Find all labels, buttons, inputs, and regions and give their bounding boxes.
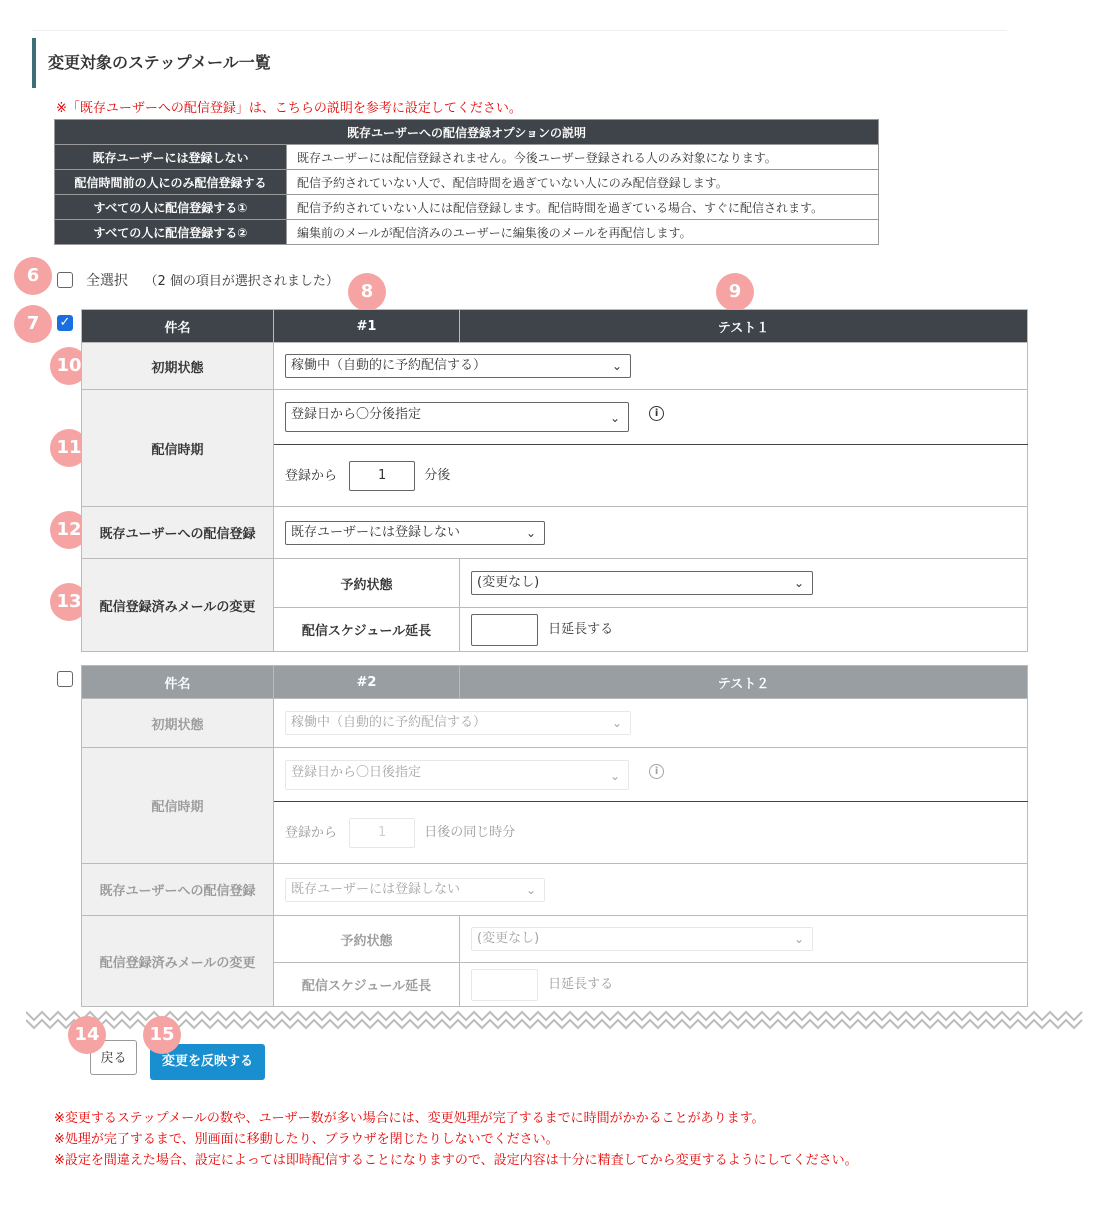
explanation-note: ※「既存ユーザーへの配信登録」は、こちらの説明を参考に設定してください。 bbox=[56, 101, 522, 116]
table-row bbox=[55, 220, 879, 245]
timing-label: 配信時期 bbox=[82, 748, 274, 864]
header-number: #1 bbox=[274, 310, 460, 343]
initial-state-value: 稼働中（自動的に予約配信する） bbox=[291, 715, 487, 730]
annotation-badge: 7 bbox=[14, 305, 52, 343]
reserve-state-select[interactable] bbox=[471, 927, 813, 951]
existing-user-value: 既存ユーザーには登録しない bbox=[291, 524, 461, 540]
existing-user-label: 既存ユーザーへの配信登録 bbox=[82, 507, 274, 559]
table-row bbox=[82, 748, 1028, 802]
initial-state-select[interactable] bbox=[285, 711, 631, 735]
crop-zigzag bbox=[26, 1008, 1088, 1032]
back-button[interactable]: 戻る bbox=[90, 1040, 137, 1075]
chevron-down-icon: ⌄ bbox=[793, 932, 804, 946]
table-row bbox=[82, 699, 1028, 748]
option-desc: 配信予約されていない人には配信登録します。配信時間を過ぎている場合、すぐに配信されます。 bbox=[287, 195, 879, 220]
initial-state-value: 稼働中（自動的に予約配信する） bbox=[291, 358, 487, 373]
annotation-badge: 15 bbox=[143, 1016, 181, 1054]
annotation-badge: 9 bbox=[716, 273, 754, 311]
existing-user-select[interactable] bbox=[285, 521, 545, 545]
annotation-badge: 8 bbox=[348, 273, 386, 311]
header-title: テスト１ bbox=[460, 310, 1028, 343]
mail-change-label: 配信登録済みメールの変更 bbox=[82, 916, 274, 1007]
existing-user-select[interactable] bbox=[285, 878, 545, 902]
timing-amount-input[interactable]: 1 bbox=[349, 461, 415, 491]
check-icon: ✓ bbox=[59, 315, 71, 330]
table-row bbox=[55, 195, 879, 220]
footer-notes bbox=[54, 1108, 858, 1171]
timing-select[interactable] bbox=[285, 760, 629, 790]
option-name: 既存ユーザーには登録しない bbox=[55, 145, 287, 170]
option-desc: 配信予約されていない人で、配信時間を過ぎていない人にのみ配信登録します。 bbox=[287, 170, 879, 195]
reserve-state-select[interactable] bbox=[471, 571, 813, 595]
extend-unit-label: 日延長する bbox=[548, 977, 614, 992]
table-row bbox=[82, 507, 1028, 559]
select-all-row bbox=[86, 270, 339, 290]
chevron-down-icon: ⌄ bbox=[793, 576, 804, 590]
annotation-badge: 14 bbox=[68, 1016, 106, 1054]
select-all-checkbox[interactable] bbox=[57, 272, 73, 288]
timing-select[interactable] bbox=[285, 402, 629, 432]
chevron-down-icon: ⌄ bbox=[525, 525, 536, 540]
timing-value: 登録日から〇日後指定 bbox=[291, 764, 422, 780]
header-subject: 件名 bbox=[82, 666, 274, 699]
reserve-state-value: (変更なし) bbox=[477, 575, 540, 590]
initial-state-label: 初期状態 bbox=[82, 699, 274, 748]
footer-note: ※変更するステップメールの数や、ユーザー数が多い場合には、変更処理が完了するまでに時間がかかることがあります。 bbox=[54, 1111, 765, 1126]
chevron-down-icon: ⌄ bbox=[611, 716, 622, 730]
header-title: テスト２ bbox=[460, 666, 1028, 699]
chevron-down-icon: ⌄ bbox=[609, 411, 620, 425]
chevron-down-icon: ⌄ bbox=[525, 882, 536, 897]
selection-status: （2 個の項目が選択されました） bbox=[144, 274, 339, 289]
schedule-extend-label: 配信スケジュール延長 bbox=[274, 608, 460, 652]
step-mail-table-1 bbox=[81, 309, 1028, 652]
footer-note: ※処理が完了するまで、別画面に移動したり、ブラウザを閉じたりしないでください。 bbox=[54, 1132, 559, 1147]
mail-change-label: 配信登録済みメールの変更 bbox=[82, 559, 274, 652]
from-registration-label: 登録から bbox=[285, 825, 338, 840]
extend-days-input[interactable] bbox=[471, 969, 538, 1001]
page-title: 変更対象のステップメール一覧 bbox=[32, 38, 271, 88]
timing-unit-label: 日後の同じ時分 bbox=[424, 825, 516, 840]
timing-label: 配信時期 bbox=[82, 390, 274, 507]
initial-state-select[interactable] bbox=[285, 354, 631, 378]
initial-state-label: 初期状態 bbox=[82, 343, 274, 390]
from-registration-label: 登録から bbox=[285, 468, 338, 483]
table-row bbox=[82, 390, 1028, 445]
extend-unit-label: 日延長する bbox=[548, 622, 614, 637]
step-1-checkbox[interactable] bbox=[57, 315, 73, 331]
annotation-badge: 10 bbox=[50, 347, 88, 385]
table-row bbox=[82, 343, 1028, 390]
footer-note: ※設定を間違えた場合、設定によっては即時配信することになりますので、設定内容は十分に精査してから変更するようにしてください。 bbox=[54, 1153, 858, 1168]
extend-days-input[interactable] bbox=[471, 614, 538, 646]
option-desc: 既存ユーザーには配信登録されません。今後ユーザー登録される人のみ対象になります。 bbox=[287, 145, 879, 170]
table-header-row bbox=[82, 310, 1028, 343]
step-mail-table-2 bbox=[81, 665, 1028, 1007]
schedule-extend-label: 配信スケジュール延長 bbox=[274, 963, 460, 1007]
existing-user-label: 既存ユーザーへの配信登録 bbox=[82, 864, 274, 916]
timing-value: 登録日から〇分後指定 bbox=[291, 407, 422, 422]
annotation-badge: 11 bbox=[50, 429, 88, 467]
option-desc: 編集前のメールが配信済みのユーザーに編集後のメールを再配信します。 bbox=[287, 220, 879, 245]
table-row bbox=[82, 916, 1028, 963]
top-divider bbox=[32, 30, 1007, 31]
chevron-down-icon: ⌄ bbox=[611, 359, 622, 373]
annotation-badge: 12 bbox=[50, 511, 88, 549]
table-header-row bbox=[82, 666, 1028, 699]
header-number: #2 bbox=[274, 666, 460, 699]
step-2-checkbox[interactable] bbox=[57, 671, 73, 687]
select-all-label: 全選択 bbox=[86, 273, 128, 289]
existing-user-value: 既存ユーザーには登録しない bbox=[291, 881, 461, 897]
timing-amount-input[interactable]: 1 bbox=[349, 818, 415, 848]
info-icon[interactable]: i bbox=[649, 764, 664, 779]
option-name: すべての人に配信登録する① bbox=[55, 195, 287, 220]
reserve-state-value: (変更なし) bbox=[477, 931, 540, 946]
annotation-badge: 6 bbox=[14, 257, 52, 295]
option-name: すべての人に配信登録する② bbox=[55, 220, 287, 245]
reserve-state-label: 予約状態 bbox=[274, 916, 460, 963]
option-name: 配信時間前の人にのみ配信登録する bbox=[55, 170, 287, 195]
chevron-down-icon: ⌄ bbox=[609, 768, 620, 783]
table-row bbox=[82, 559, 1028, 608]
apply-changes-button[interactable]: 変更を反映する bbox=[150, 1044, 265, 1080]
explanation-table bbox=[54, 119, 879, 245]
table-row bbox=[82, 864, 1028, 916]
reserve-state-label: 予約状態 bbox=[274, 559, 460, 608]
table-row bbox=[55, 170, 879, 195]
info-icon[interactable]: i bbox=[649, 406, 664, 421]
table-row bbox=[55, 145, 879, 170]
annotation-badge: 13 bbox=[50, 583, 88, 621]
explanation-header: 既存ユーザーへの配信登録オプションの説明 bbox=[55, 120, 879, 145]
header-subject: 件名 bbox=[82, 310, 274, 343]
timing-unit-label: 分後 bbox=[424, 468, 451, 483]
